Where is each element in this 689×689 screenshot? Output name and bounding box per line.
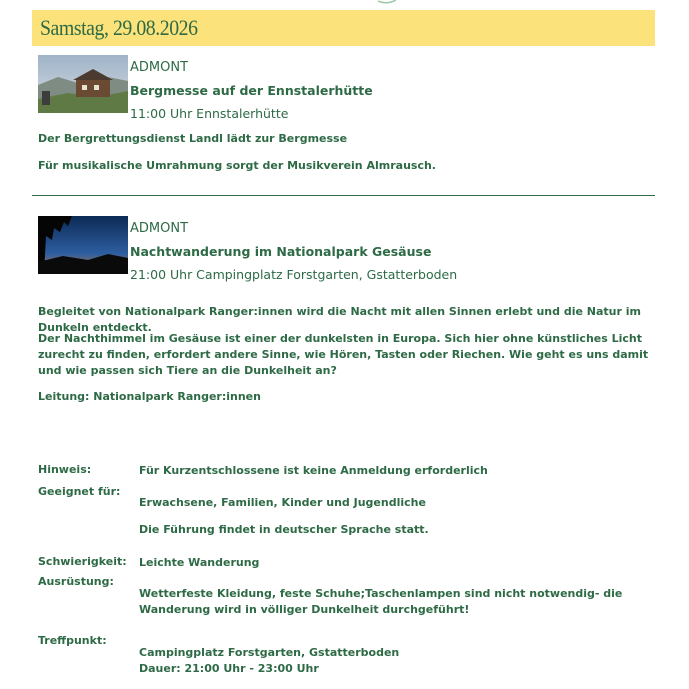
- event-2-paragraph: Der Nachthimmel im Gesäuse ist einer der dunkelsten in Europa. Sich hier ohne künstliches Licht zurecht zu finden, erfordert andere Sinne, wie Hören, Tasten oder Riechen. Wie geht es uns damit und wie passen sich Tiere an die Dunkelheit an?: [38, 332, 649, 377]
- event-2-title: Nachtwanderung im Nationalpark Gesäuse: [130, 244, 432, 259]
- event-2-region: ADMONT: [130, 221, 189, 236]
- event-2-time-location: 21:00 Uhr Campingplatz Forstgarten, Gstatterboden: [130, 267, 458, 282]
- treffpunkt-label: Treffpunkt:: [38, 634, 107, 647]
- leaf-decoration-icon: [378, 0, 396, 4]
- date-header: [32, 10, 655, 46]
- schwierigkeit-label: Schwierigkeit:: [38, 555, 127, 568]
- ausruestung-label: Ausrüstung:: [38, 575, 114, 588]
- dauer-value: Dauer: 21:00 Uhr - 23:00 Uhr: [139, 662, 319, 675]
- event-1-paragraph: Für musikalische Umrahmung sorgt der Musikverein Almrausch.: [38, 159, 436, 172]
- event-2-paragraph: Leitung: Nationalpark Ranger:innen: [38, 390, 261, 403]
- sprache-value: Die Führung findet in deutscher Sprache statt.: [139, 523, 429, 536]
- event-2-paragraph: Begleitet von Nationalpark Ranger:innen wird die Nacht mit allen Sinnen erlebt und die Natur im Dunkeln entdeckt.: [38, 305, 641, 334]
- geeignet-label: Geeignet für:: [38, 485, 121, 498]
- event-1-title: Bergmesse auf der Ennstalerhütte: [130, 83, 373, 98]
- event-1-photo: [38, 55, 128, 113]
- hinweis-label: Hinweis:: [38, 463, 92, 476]
- hinweis-value: Für Kurzentschlossene ist keine Anmeldung erforderlich: [139, 464, 488, 477]
- event-1-time-location: 11:00 Uhr Ennstalerhütte: [130, 106, 289, 121]
- event-2-photo: [38, 216, 128, 274]
- date-heading: Samstag, 29.08.2026: [40, 15, 198, 40]
- event-1-region: ADMONT: [130, 60, 189, 75]
- geeignet-value: Erwachsene, Familien, Kinder und Jugendliche: [139, 496, 426, 509]
- ausruestung-value: Wetterfeste Kleidung, feste Schuhe;Taschenlampen sind nicht notwendig- die Wanderung wird in völliger Dunkelheit durchgeführt!: [139, 587, 623, 616]
- treffpunkt-value: Campingplatz Forstgarten, Gstatterboden: [139, 646, 400, 659]
- event-1-paragraph: Der Bergrettungsdienst Landl lädt zur Bergmesse: [38, 132, 348, 145]
- event-divider: [32, 195, 655, 196]
- schwierigkeit-value: Leichte Wanderung: [139, 556, 260, 569]
